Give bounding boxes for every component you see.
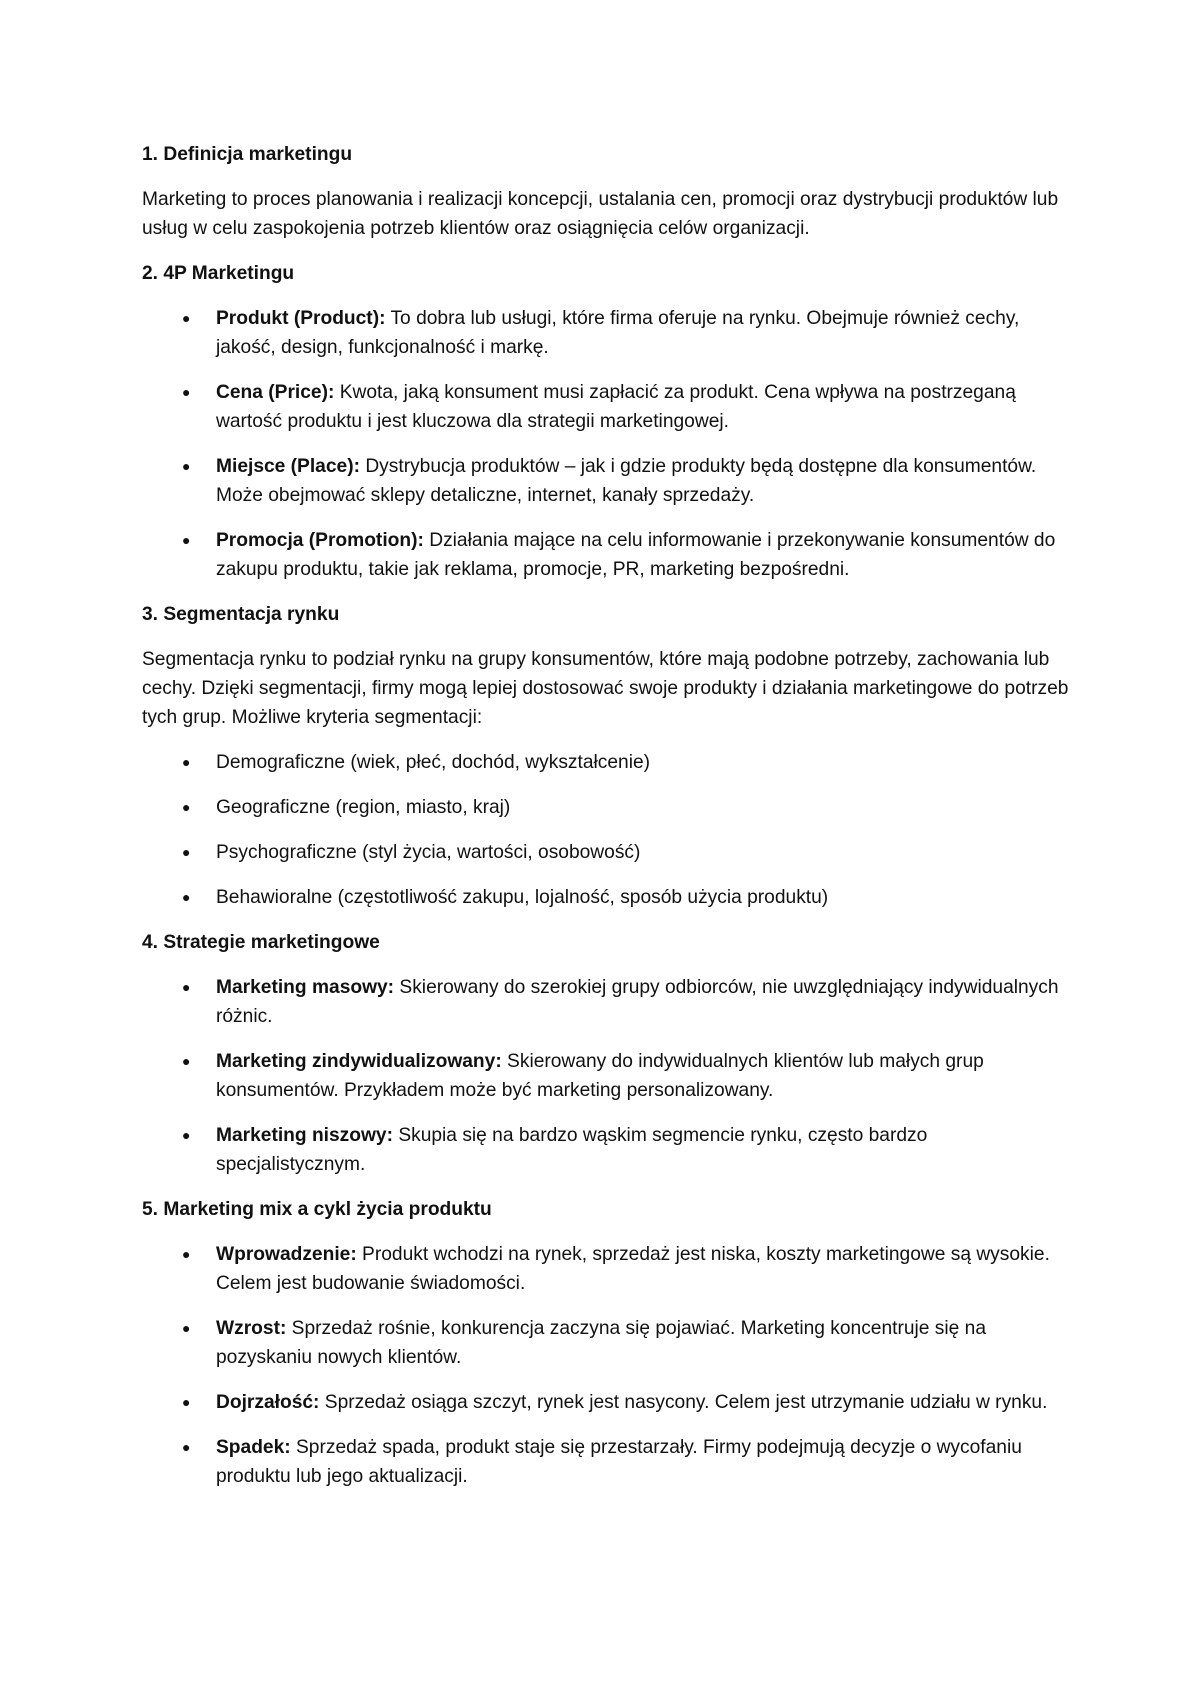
section-heading: 1. Definicja marketingu (142, 144, 353, 165)
item-term: Spadek: (216, 1437, 291, 1458)
section-paragraph: Segmentacja rynku to podział rynku na grupy konsumentów, które mają podobne potrzeby, zachowania lub cechy. Dzięki segmentacji, firmy mogą lepiej dostosować swoje produkty i działania marketingowe do potrzeb tych grup. Możliwe kryteria segmentacji: (142, 649, 1069, 728)
bullet-icon: ● (182, 844, 191, 860)
list-item (142, 1433, 1072, 1491)
item-text: To dobra lub usługi, które firma oferuje na rynku. Obejmuje również cechy, jakość, design, funkcjonalność i markę. (216, 308, 1020, 358)
section-heading: 2. 4P Marketingu (142, 263, 295, 284)
item-text: Sprzedaż rośnie, konkurencja zaczyna się pojawiać. Marketing koncentruje się na pozyskaniu nowych klientów. (216, 1318, 986, 1368)
item-term: Promocja (Promotion): (216, 530, 424, 551)
section-heading: 4. Strategie marketingowe (142, 932, 380, 953)
bullet-icon: ● (182, 384, 191, 400)
list-item (142, 1047, 1072, 1105)
item-text: Produkt wchodzi na rynek, sprzedaż jest niska, koszty marketingowe są wysokie. Celem jest budowanie świadomości. (216, 1244, 1050, 1294)
item-text: Skierowany do indywidualnych klientów lub małych grup konsumentów. Przykładem może być marketing personalizowany. (216, 1051, 984, 1101)
bullet-icon: ● (182, 1439, 191, 1455)
bullet-icon: ● (182, 754, 191, 770)
item-term: Marketing masowy: (216, 977, 395, 998)
item-term: Dojrzałość: (216, 1392, 320, 1413)
list-item (142, 1240, 1072, 1298)
item-term: Miejsce (Place): (216, 456, 360, 477)
bullet-icon: ● (182, 889, 191, 905)
document-page (142, 140, 1072, 1507)
bullet-list (142, 1240, 1072, 1491)
list-item (142, 973, 1072, 1031)
item-text: Skierowany do szerokiej grupy odbiorców, nie uwzględniający indywidualnych różnic. (216, 977, 1059, 1027)
section-heading: 3. Segmentacja rynku (142, 604, 340, 625)
list-item (142, 1388, 1072, 1417)
list-item (142, 1121, 1072, 1179)
item-text: Działania mające na celu informowanie i przekonywanie konsumentów do zakupu produktu, takie jak reklama, promocje, PR, marketing bezpośredni. (216, 530, 1056, 580)
item-text: Sprzedaż osiąga szczyt, rynek jest nasycony. Celem jest utrzymanie udziału w rynku. (319, 1392, 1048, 1413)
item-text: Sprzedaż spada, produkt staje się przestarzały. Firmy podejmują decyzje o wycofaniu produktu lub jego aktualizacji. (216, 1437, 1022, 1487)
list-item (142, 1314, 1072, 1372)
item-term: Marketing zindywidualizowany: (216, 1051, 502, 1072)
bullet-icon: ● (182, 799, 191, 815)
section-heading: 5. Marketing mix a cykl życia produktu (142, 1199, 492, 1220)
item-term: Marketing niszowy: (216, 1125, 393, 1146)
item-text: Psychograficzne (styl życia, wartości, osobowość) (216, 842, 641, 863)
item-term: Cena (Price): (216, 382, 335, 403)
list-item (142, 748, 1072, 777)
bullet-icon: ● (182, 979, 191, 995)
item-term: Wprowadzenie: (216, 1244, 357, 1265)
item-text: Dystrybucja produktów – jak i gdzie produkty będą dostępne dla konsumentów. Może obejmować sklepy detaliczne, internet, kanały sprzedaży. (216, 456, 1037, 506)
list-item (142, 883, 1072, 912)
list-item (142, 378, 1072, 436)
item-term: Wzrost: (216, 1318, 287, 1339)
bullet-list (142, 748, 1072, 912)
item-term: Produkt (Product): (216, 308, 386, 329)
item-text: Behawioralne (częstotliwość zakupu, lojalność, sposób użycia produktu) (216, 887, 829, 908)
item-text: Kwota, jaką konsument musi zapłacić za produkt. Cena wpływa na postrzeganą wartość produktu i jest kluczowa dla strategii marketingowej. (216, 382, 1016, 432)
bullet-icon: ● (182, 1053, 191, 1069)
list-item (142, 838, 1072, 867)
bullet-list (142, 304, 1072, 584)
item-text: Geograficzne (region, miasto, kraj) (216, 797, 511, 818)
bullet-list (142, 973, 1072, 1179)
bullet-icon: ● (182, 1394, 191, 1410)
section-paragraph: Marketing to proces planowania i realizacji koncepcji, ustalania cen, promocji oraz dystrybucji produktów lub usług w celu zaspokojenia potrzeb klientów oraz osiągnięcia celów organizacji. (142, 189, 1059, 239)
bullet-icon: ● (182, 1127, 191, 1143)
bullet-icon: ● (182, 1246, 191, 1262)
bullet-icon: ● (182, 458, 191, 474)
bullet-icon: ● (182, 310, 191, 326)
bullet-icon: ● (182, 532, 191, 548)
list-item (142, 304, 1072, 362)
bullet-icon: ● (182, 1320, 191, 1336)
item-text: Skupia się na bardzo wąskim segmencie rynku, często bardzo specjalistycznym. (216, 1125, 928, 1175)
list-item (142, 452, 1072, 510)
list-item (142, 526, 1072, 584)
item-text: Demograficzne (wiek, płeć, dochód, wykształcenie) (216, 752, 651, 773)
list-item (142, 793, 1072, 822)
